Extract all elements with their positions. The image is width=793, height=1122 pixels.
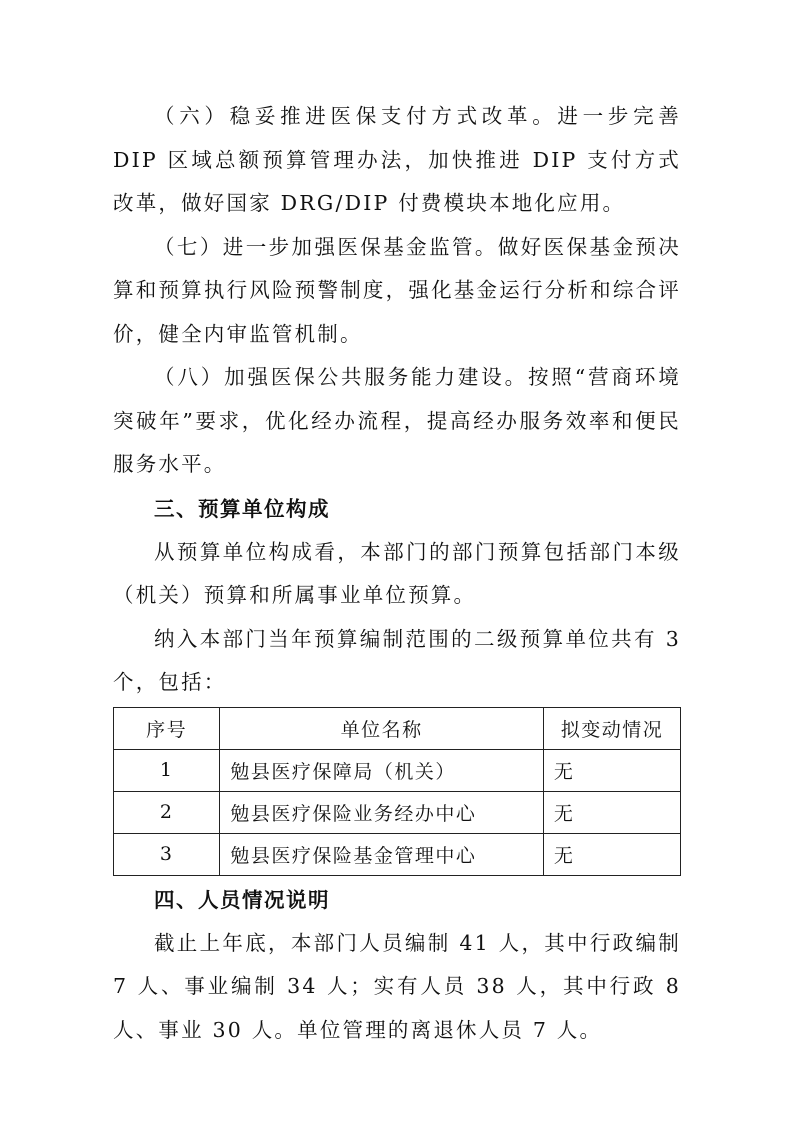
cell-serial-number: 3 — [114, 833, 220, 875]
table-header-row — [114, 707, 681, 749]
paragraph-fund-supervision: （七）进一步加强医保基金监管。做好医保基金预决算和预算执行风险预警制度，强化基金运行分析和综合评价，健全内审监管机制。 — [113, 234, 681, 346]
cell-unit-name: 勉县医疗保险业务经办中心 — [220, 791, 544, 833]
section-heading-staffing: 四、人员情况说明 — [154, 887, 330, 912]
cell-unit-name: 勉县医疗保险基金管理中心 — [220, 833, 544, 875]
cell-serial-number: 1 — [114, 749, 220, 791]
cell-planned-change: 无 — [543, 833, 680, 875]
cell-serial-number: 2 — [114, 791, 220, 833]
paragraph-public-service: （八）加强医保公共服务能力建设。按照“营商环境突破年”要求，优化经办流程，提高经办服务效率和便民服务水平。 — [113, 365, 681, 476]
paragraph-secondary-units: 纳入本部门当年预算编制范围的二级预算单位共有 3 个，包括： — [113, 626, 681, 694]
table-row — [114, 791, 681, 833]
budget-units-table — [113, 707, 681, 876]
cell-planned-change: 无 — [543, 791, 680, 833]
header-planned-change: 拟变动情况 — [543, 707, 680, 749]
paragraph-staffing-details: 截止上年底，本部门人员编制 41 人，其中行政编制 7 人、事业编制 34 人；实有人员 38 人，其中行政 8 人、事业 30 人。单位管理的离退休人员 7 人。 — [113, 930, 681, 1042]
header-unit-name: 单位名称 — [220, 707, 544, 749]
paragraph-payment-reform: （六）稳妥推进医保支付方式改革。进一步完善 DIP 区域总额预算管理办法，加快推进 DIP 支付方式改革，做好国家 DRG/DIP 付费模块本地化应用。 — [113, 104, 681, 215]
table-row — [114, 833, 681, 875]
section-heading-budget-units: 三、预算单位构成 — [154, 496, 330, 521]
document-body — [113, 95, 681, 1052]
paragraph-budget-composition: 从预算单位构成看，本部门的部门预算包括部门本级（机关）预算和所属事业单位预算。 — [113, 539, 681, 607]
table-row — [114, 749, 681, 791]
header-serial-number: 序号 — [114, 707, 220, 749]
cell-unit-name: 勉县医疗保障局（机关） — [220, 749, 544, 791]
cell-planned-change: 无 — [543, 749, 680, 791]
